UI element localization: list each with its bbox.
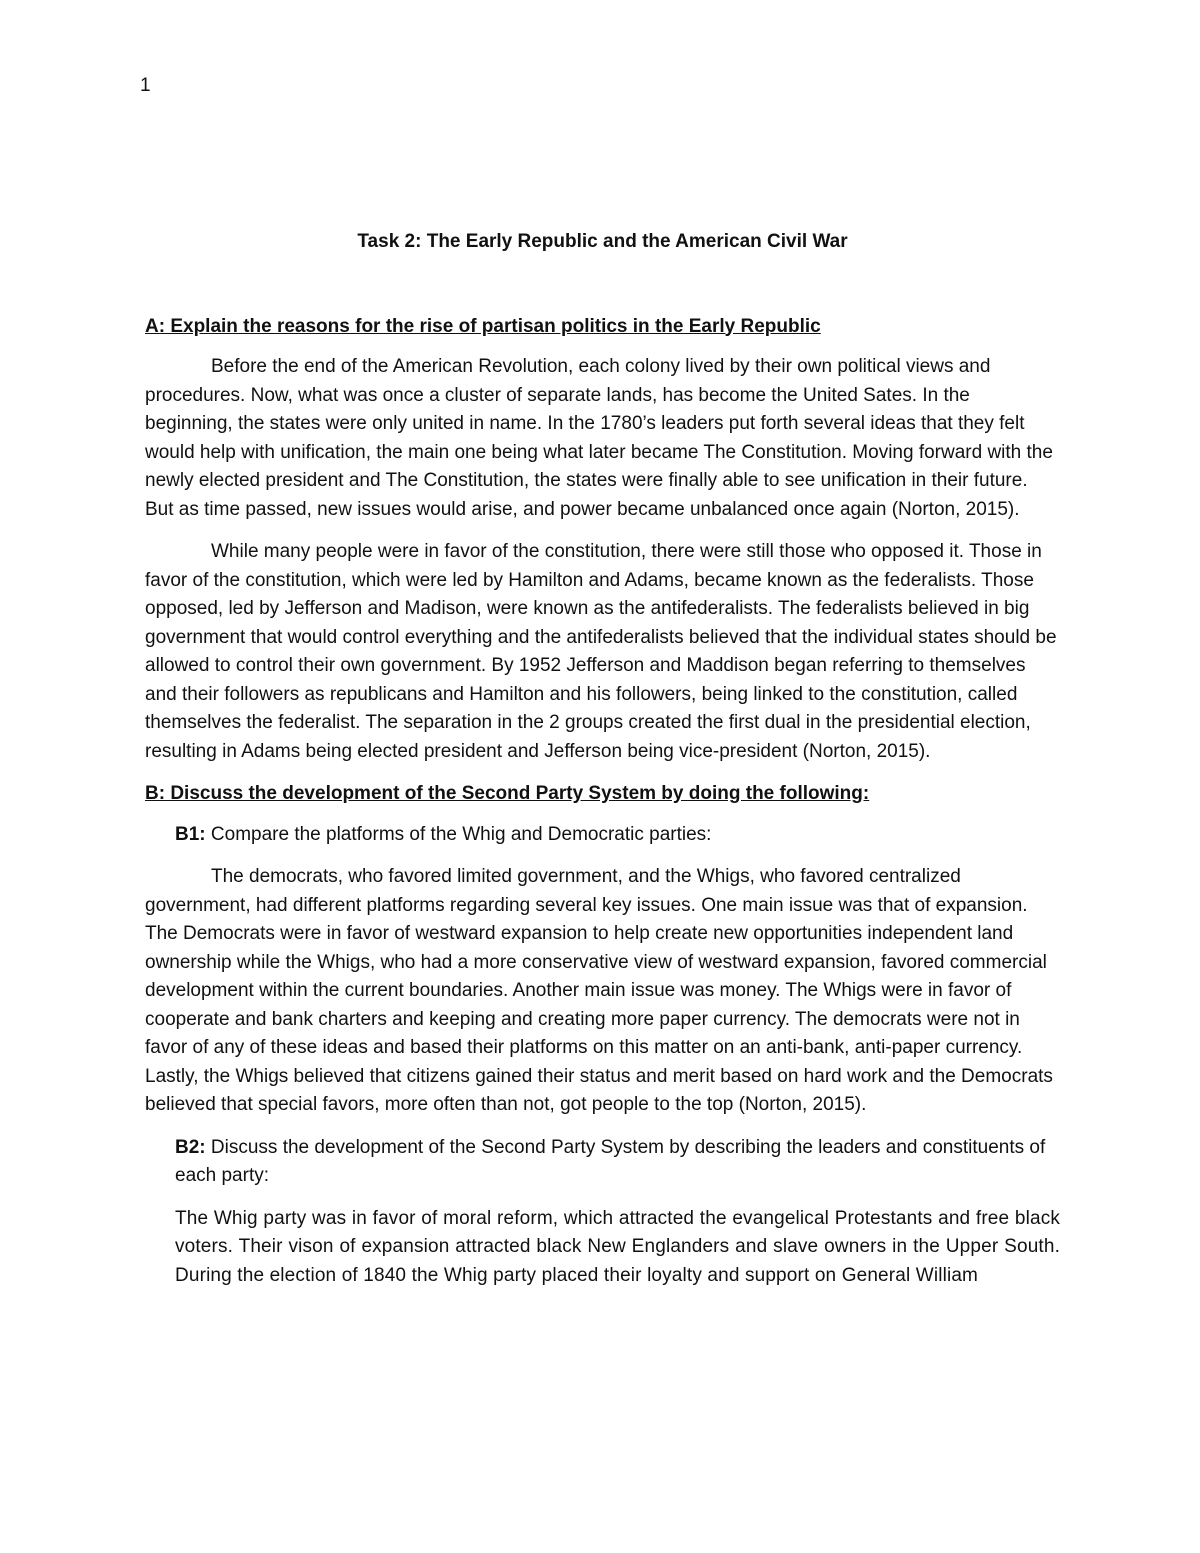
b2-label: B2: [175,1136,206,1158]
b2-prompt [175,1134,1060,1191]
b1-prompt-text: Compare the platforms of the Whig and Democratic parties: [205,823,712,845]
b1-label: B1: [175,823,206,845]
section-a-paragraph-2: While many people were in favor of the constitution, there were still those who opposed it. Those in favor of the constitution, which were led by Hamilton and Adams, became known as the federalists. Those opposed, led by Jefferson and Madison, were known as the antifederalists. The federalists believed in big government that would control everything and the antifederalists believed that the individual states should be allowed to control their own government. By 1952 Jefferson and Maddison began referring to themselves and their followers as republicans and Hamilton and his followers, being linked to the constitution, called themselves the federalist. The separation in the 2 groups created the first dual in the presidential election, resulting in Adams being elected president and Jefferson being vice-president (Norton, 2015). [145,541,1057,762]
document-title: Task 2: The Early Republic and the American Civil War [357,231,848,252]
page-number: 1 [140,75,151,96]
b2-paragraph: The Whig party was in favor of moral reform, which attracted the evangelical Protestants and free black voters. Their vison of expansion attracted black New Englanders and slave owners in the Upper South. During the election of 1840 the Whig party placed their loyalty and support on General William [175,1207,1060,1286]
section-a-paragraph-1: Before the end of the American Revolution, each colony lived by their own political views and procedures. Now, what was once a cluster of separate lands, has become the United Sates. In the beginning, the states were only united in name. In the 1780’s leaders put forth several ideas that they felt would help with unification, the main one being what later became The Constitution. Moving forward with the newly elected president and The Constitution, the states were finally able to see unification in their future. But as time passed, new issues would arise, and power became unbalanced once again (Norton, 2015). [145,356,1053,520]
section-a-heading: A: Explain the reasons for the rise of partisan politics in the Early Republic [145,315,821,337]
document-body [145,228,1060,1304]
b1-prompt [175,821,1060,850]
b2-prompt-text: Discuss the development of the Second Party System by describing the leaders and constituents of each party: [175,1136,1046,1186]
section-b-heading: B: Discuss the development of the Second Party System by doing the following: [145,783,870,804]
b1-paragraph: The democrats, who favored limited government, and the Whigs, who favored centralized government, had different platforms regarding several key issues. One main issue was that of expansion. The Democrats were in favor of westward expansion to help create new opportunities independent land ownership while the Whigs, who had a more conservative view of westward expansion, favored commercial development within the current boundaries. Another main issue was money. The Whigs were in favor of cooperate and bank charters and keeping and creating more paper currency. The democrats were not in favor of any of these ideas and based their platforms on this matter on an anti-bank, anti-paper currency. Lastly, the Whigs believed that citizens gained their status and merit based on hard work and the Democrats believed that special favors, more often than not, got people to the top (Norton, 2015). [145,866,1053,1115]
